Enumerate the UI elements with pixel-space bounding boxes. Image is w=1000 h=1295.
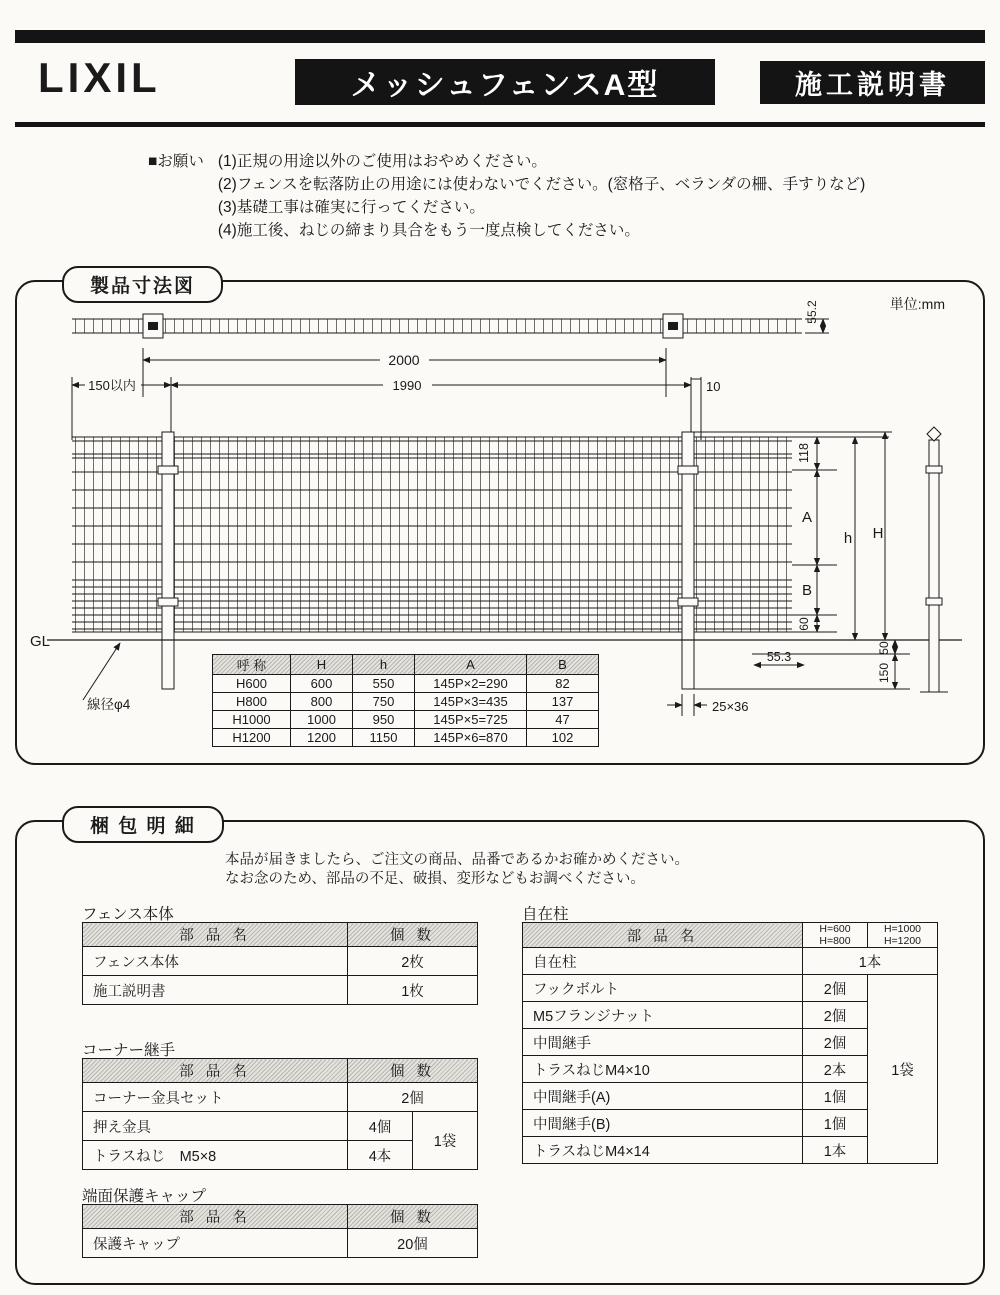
part-name: 中間継手(B): [523, 1110, 803, 1137]
col-header-h1000-h1200: [868, 923, 938, 948]
dim-A: A: [801, 509, 813, 526]
cell: H1000: [213, 711, 291, 729]
dim-25x36: 25×36: [712, 699, 749, 714]
notice-item: (3)基礎工事は確実に行ってください。: [217, 199, 485, 216]
dimension-section: [15, 276, 985, 765]
fence-body-table: [82, 922, 478, 1005]
col-header-h600-h800: [803, 923, 868, 948]
packing-section: [15, 816, 985, 1285]
col-header: B: [527, 655, 599, 675]
table-header-row: [83, 1059, 478, 1083]
col-header-qty: 個 数: [348, 923, 478, 947]
table-row: [213, 711, 599, 729]
dim-10: 10: [706, 379, 721, 394]
col-header-part: 部 品 名: [83, 1059, 348, 1083]
end-cap-table: [82, 1204, 478, 1258]
table-row: [83, 976, 478, 1005]
part-name: コーナー金具セット: [83, 1083, 348, 1112]
part-qty: 1個: [803, 1110, 868, 1137]
notice-item: (1)正規の用途以外のご使用はおやめください。: [217, 153, 547, 170]
dimension-section-title: 製品寸法図: [62, 266, 223, 303]
dim-B: B: [801, 582, 813, 599]
part-name: 中間継手: [523, 1029, 803, 1056]
col-header: h: [353, 655, 415, 675]
dim-h: h: [843, 530, 853, 547]
part-name: 中間継手(A): [523, 1083, 803, 1110]
fence-body-heading: フェンス本体: [82, 906, 174, 923]
part-qty: 20個: [348, 1229, 478, 1258]
part-name: 自在柱: [523, 948, 803, 975]
cell: 750: [353, 693, 415, 711]
dim-150max: 150以内: [88, 378, 136, 393]
size-spec-table: [212, 654, 599, 747]
part-qty: 2個: [803, 1029, 868, 1056]
table-header-row: [523, 923, 938, 948]
plan-view: [72, 314, 829, 338]
dim-150-embed: 150: [877, 662, 891, 684]
cell: 1150: [353, 729, 415, 747]
packing-intro-line1: 本品が届きましたら、ご注文の商品、品番であるかお確かめください。: [225, 852, 689, 868]
cell: 950: [353, 711, 415, 729]
cell: 550: [353, 675, 415, 693]
table-header-row: [213, 655, 599, 675]
part-name: トラスねじ M5×8: [83, 1141, 348, 1170]
free-post-heading: 自在柱: [522, 906, 569, 923]
cell: 82: [527, 675, 599, 693]
post-section-dimension: [667, 694, 707, 716]
bag-qty: 1袋: [868, 975, 938, 1164]
wire-diameter-leader: [83, 643, 120, 700]
product-title: メッシュフェンスA型: [295, 59, 715, 105]
table-row: [213, 675, 599, 693]
dim-118: 118: [797, 443, 811, 463]
col-header: 呼 称: [213, 655, 291, 675]
packing-intro-line2: なお念のため、部品の不足、破損、変形などもお調べください。: [225, 871, 645, 887]
wire-diameter-label: 線径φ4: [87, 697, 131, 712]
part-qty: 1個: [803, 1083, 868, 1110]
table-row: [213, 729, 599, 747]
free-post-table: [522, 922, 938, 1164]
col-header-part: 部 品 名: [83, 1205, 348, 1229]
part-qty: 2本: [803, 1056, 868, 1083]
cell: 102: [527, 729, 599, 747]
part-name: 押え金具: [83, 1112, 348, 1141]
part-name: フェンス本体: [83, 947, 348, 976]
table-row: [523, 975, 938, 1002]
col-header-qty: 個 数: [348, 1205, 478, 1229]
part-qty: 2個: [348, 1083, 478, 1112]
cell: 1200: [291, 729, 353, 747]
cell: 145P×6=870: [415, 729, 527, 747]
cell: 600: [291, 675, 353, 693]
part-name: トラスねじM4×14: [523, 1137, 803, 1164]
h-variant: H=1200: [883, 935, 922, 948]
front-elevation: [72, 432, 792, 689]
cell: 137: [527, 693, 599, 711]
ground-level-label: GL: [30, 633, 51, 650]
col-header: A: [415, 655, 527, 675]
dim-60: 60: [797, 617, 811, 631]
bag-qty: 1袋: [413, 1112, 478, 1170]
brand-logo: LIXIL: [38, 54, 161, 101]
table-header-row: [83, 1205, 478, 1229]
cell: 145P×2=290: [415, 675, 527, 693]
top-dimension-lines: [72, 348, 701, 440]
cell: 145P×5=725: [415, 711, 527, 729]
table-row: [83, 1083, 478, 1112]
table-header-row: [83, 923, 478, 947]
table-row: [213, 693, 599, 711]
dim-55-2: 55.2: [805, 300, 819, 324]
cell: H800: [213, 693, 291, 711]
end-cap-heading: 端面保護キャップ: [82, 1188, 207, 1205]
part-name: M5フランジナット: [523, 1002, 803, 1029]
notice-item: (2)フェンスを転落防止の用途には使わないでください。(窓格子、ベランダの柵、手すりなど): [217, 176, 866, 193]
h-variant: H=1000: [883, 923, 922, 935]
packing-section-title: 梱 包 明 細: [62, 806, 224, 843]
part-name: 施工説明書: [83, 976, 348, 1005]
col-header-part: 部 品 名: [523, 923, 803, 948]
dim-50: 50: [877, 641, 891, 655]
dim-1990: 1990: [392, 378, 422, 393]
col-header-qty: 個 数: [348, 1059, 478, 1083]
part-qty: 1本: [803, 948, 938, 975]
notice-section: [148, 150, 865, 242]
corner-joint-heading: コーナー継手: [82, 1042, 176, 1059]
part-qty: 4本: [348, 1141, 413, 1170]
h-variant: H=600: [819, 923, 851, 935]
header-rule: [15, 122, 985, 127]
part-qty: 2枚: [348, 947, 478, 976]
notice-items: [218, 150, 865, 242]
part-qty: 2個: [803, 1002, 868, 1029]
table-row: [523, 948, 938, 975]
top-rule: [15, 30, 985, 43]
cell: H1200: [213, 729, 291, 747]
cell: 145P×3=435: [415, 693, 527, 711]
table-row: [83, 947, 478, 976]
cell: 800: [291, 693, 353, 711]
part-qty: 2個: [803, 975, 868, 1002]
table-row: [83, 1112, 478, 1141]
part-qty: 1枚: [348, 976, 478, 1005]
dim-55-3: 55.3: [766, 650, 792, 664]
h-variant: H=800: [819, 935, 851, 948]
part-qty: 4個: [348, 1112, 413, 1141]
doc-type-title: 施工説明書: [760, 61, 985, 104]
col-header: H: [291, 655, 353, 675]
post-side-view: [920, 427, 948, 692]
part-name: トラスねじM4×10: [523, 1056, 803, 1083]
dim-H: H: [872, 525, 884, 542]
col-header-part: 部 品 名: [83, 923, 348, 947]
unit-label: 単位:mm: [889, 296, 945, 312]
part-name: フックボルト: [523, 975, 803, 1002]
notice-label: ■お願い: [148, 153, 204, 170]
corner-joint-table: [82, 1058, 478, 1170]
part-name: 保護キャップ: [83, 1229, 348, 1258]
cell: H600: [213, 675, 291, 693]
dim-2000: 2000: [388, 352, 420, 368]
cell: 47: [527, 711, 599, 729]
cell: 1000: [291, 711, 353, 729]
notice-item: (4)施工後、ねじの締まり具合をもう一度点検してください。: [217, 222, 640, 239]
part-qty: 1本: [803, 1137, 868, 1164]
table-row: [83, 1229, 478, 1258]
